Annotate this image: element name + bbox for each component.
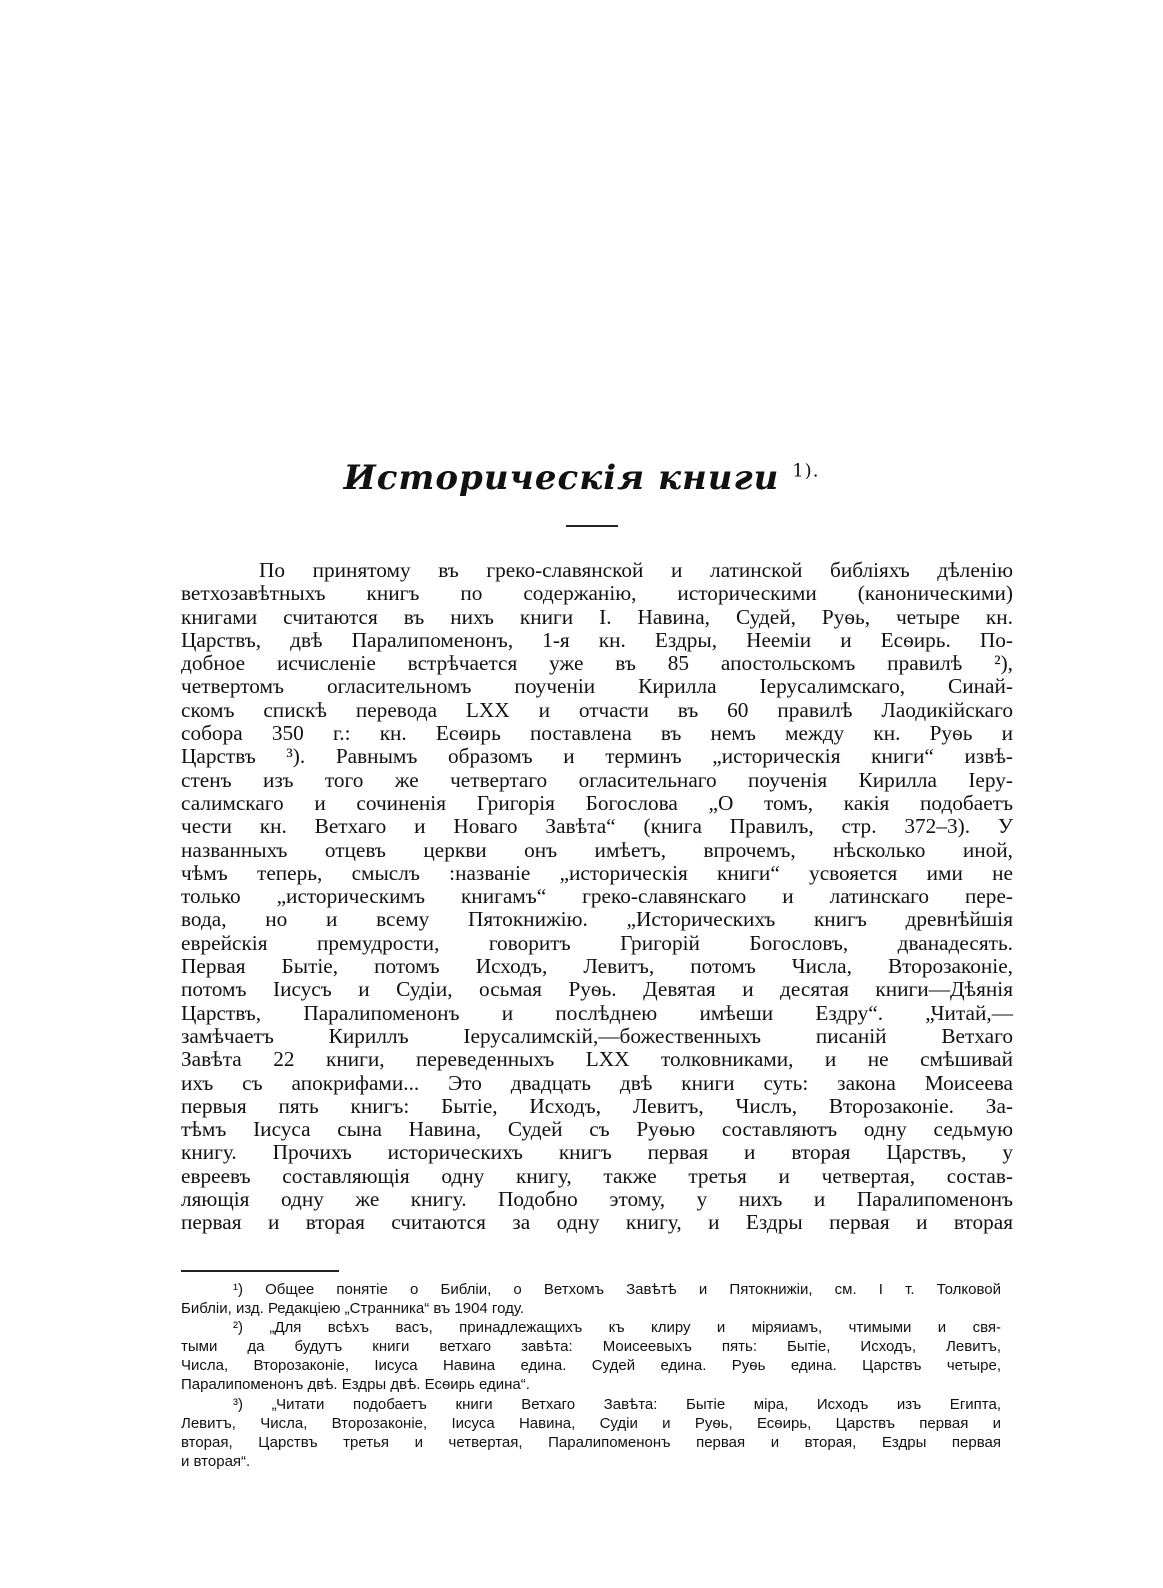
body-line: Царствъ, Паралипоменонъ и послѣднею имѣеши Ездру“. „Читай,— [181, 1000, 1013, 1025]
body-line: только „историческимъ книгамъ“ греко-славянскаго и латинскаго пере- [181, 884, 1013, 909]
body-line: добное исчисленіе встрѣчается уже въ 85 апостольскомъ правилѣ ²), [181, 651, 1013, 676]
body-line: чѣмъ теперь, смыслъ :названіе „историческія книги“ усвояется ими не [181, 860, 1013, 885]
footnote-line: ³) „Читати подобаетъ книги Ветхаго Завѣта: Бытіе міра, Исходъ изъ Египта, [233, 1395, 1001, 1413]
footnote-line: вторая, Царствъ третья и четвертая, Паралипоменонъ первая и вторая, Ездры первая [181, 1433, 1001, 1451]
body-line: По принятому въ греко-славянской и латинской библіяхъ дѣленію [259, 558, 1013, 582]
footnote-divider [181, 1270, 339, 1272]
footnote-line: и вторая“. [181, 1452, 251, 1470]
body-line: скомъ спискѣ перевода LXX и отчасти въ 60 правилѣ Лаодикійскаго [181, 697, 1013, 722]
footnote-line: тыми да будутъ книги ветхаго завѣта: Моисеевыхъ пять: Бытіе, Исходъ, Левитъ, [181, 1338, 1001, 1356]
title-text: Историческія книги [343, 458, 780, 498]
body-line: евреевъ составляющія одну книгу, также третья и четвертая, состав- [181, 1163, 1013, 1188]
footnote-line: Числа, Второзаконіе, Іисуса Навина едина. Судей едина. Руѳь едина. Царствъ четыре, [181, 1357, 1001, 1375]
footnote-line: ¹) Общее понятіе о Библіи, о Ветхомъ Завѣтѣ и Пятокнижіи, см. І т. Толковой [233, 1281, 1001, 1298]
body-line: Царствъ ³). Равнымъ образомъ и терминъ „историческія книги“ извѣ- [181, 744, 1013, 769]
page-title [0, 458, 1163, 498]
body-line: стенъ изъ того же четвертаго огласительнаго поученія Кирилла Іеру- [181, 767, 1013, 792]
body-line: замѣчаетъ Кириллъ Іерусалимскій,—божественныхъ писаній Ветхаго [181, 1023, 1013, 1048]
footnote-line: Библіи, изд. Редакціею „Странника“ въ 1904 году. [181, 1300, 525, 1318]
body-line: собора 350 г.: кн. Есѳирь поставлена въ немъ между кн. Руѳь и [181, 721, 1013, 746]
body-line: Завѣта 22 книги, переведенныхъ LXX толковниками, и не смѣшивай [181, 1047, 1013, 1072]
body-line: еврейскія премудрости, говоритъ Григорій Богословъ, дванадесять. [181, 930, 1013, 955]
body-line: первыя пять книгъ: Бытіе, Исходъ, Левитъ, Числъ, Второзаконіе. За- [181, 1093, 1013, 1118]
body-line: вода, но и всему Пятокнижію. „Историческихъ книгъ древнѣйшія [181, 907, 1013, 932]
body-line: ляющія одну же книгу. Подобно этому, у нихъ и Паралипоменонъ [181, 1187, 1013, 1212]
body-paragraph [181, 559, 1013, 1235]
body-line: тѣмъ Іисуса сына Навина, Судей съ Руѳью составляютъ одну седьмую [181, 1117, 1013, 1142]
body-line: книгами считаются въ нихъ книги І. Навина, Судей, Руѳь, четыре кн. [181, 604, 1013, 629]
body-line: первая и вторая считаются за одну книгу, и Ездры первая и вторая [181, 1210, 1013, 1235]
body-line: потомъ Іисусъ и Судіи, осьмая Руѳь. Девятая и десятая книги—Дѣянія [181, 977, 1013, 1002]
body-line: ветхозавѣтныхъ книгъ по содержанію, историческими (каноническими) [181, 581, 1013, 606]
footnote-line: ²) „Для всѣхъ васъ, принадлежащихъ къ клиру и міряиамъ, чтимыми и свя- [233, 1319, 1001, 1337]
body-line: ихъ съ апокрифами... Это двадцать двѣ книги суть: закона Моисеева [181, 1070, 1013, 1095]
body-line: салимскаго и сочиненія Григорія Богослова „О томъ, какія подобаетъ [181, 790, 1013, 815]
title-divider [566, 525, 618, 527]
title-footnote-ref: 1). [792, 460, 820, 482]
footnote-line: Паралипоменонъ двѣ. Ездры двѣ. Есѳирь едина“. [181, 1376, 530, 1394]
body-line: чести кн. Ветхаго и Новаго Завѣта“ (книга Правилъ, стр. 372–3). У [181, 814, 1013, 839]
footnote-line: Левитъ, Числа, Второзаконіе, Іисуса Навина, Судіи и Руѳь, Есѳирь, Царствъ первая и [181, 1414, 1001, 1432]
body-line: Царствъ, двѣ Паралипоменонъ, 1-я кн. Ездры, Нееміи и Есѳирь. По- [181, 627, 1013, 652]
body-line: книгу. Прочихъ историческихъ книгъ первая и вторая Царствъ, у [181, 1140, 1013, 1165]
body-line: четвертомъ огласительномъ поученіи Кирилла Іерусалимскаго, Синай- [181, 674, 1013, 699]
footnotes [181, 1280, 1001, 1471]
body-line: Первая Бытіе, потомъ Исходъ, Левитъ, потомъ Числа, Второзаконіе, [181, 954, 1013, 979]
body-line: названныхъ отцевъ церкви онъ имѣетъ, впрочемъ, нѣсколько иной, [181, 837, 1013, 862]
